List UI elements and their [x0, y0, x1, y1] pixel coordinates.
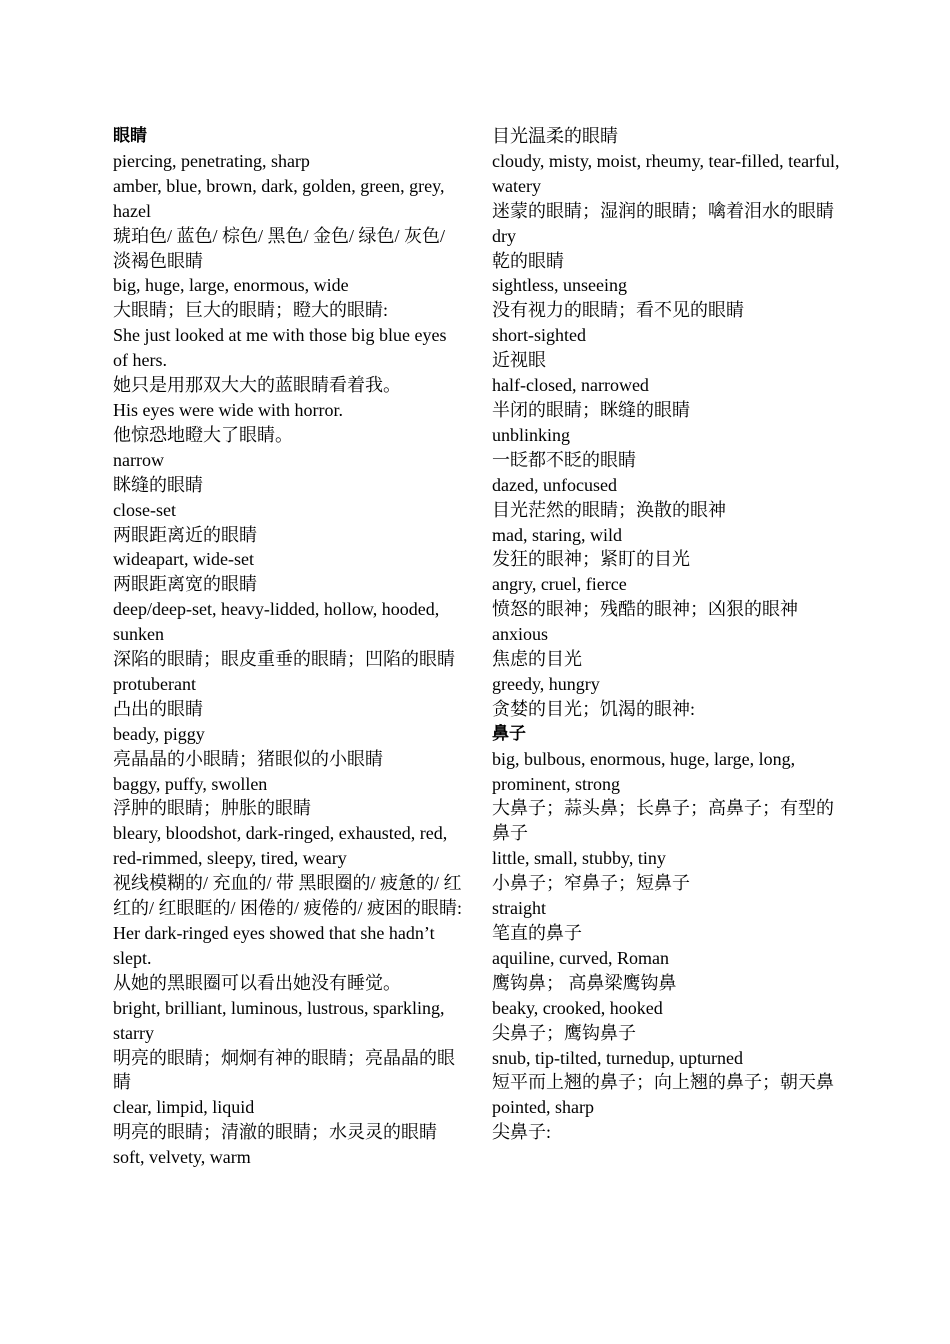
text-line: soft, velvety, warm — [113, 1147, 251, 1168]
text-line: angry, cruel, fierce — [492, 574, 627, 595]
text-line: aquiline, curved, Roman — [492, 947, 669, 968]
text-line: short-sighted — [492, 325, 586, 346]
text-line: baggy, puffy, swollen — [113, 773, 268, 794]
text-line: 视线模糊的/ 充血的/ 带 黑眼圈的/ 疲惫的/ 红红的/ 红眼眶的/ 困倦的/ 疲倦的/ 疲困的眼睛: — [113, 873, 463, 919]
text-line: 焦虑的目光 — [492, 649, 582, 670]
text-line: big, huge, large, enormous, wide — [113, 275, 349, 296]
text-line: 眯缝的眼睛 — [113, 474, 203, 495]
text-line: 尖鼻子；鹰钩鼻子 — [492, 1022, 636, 1043]
text-line: piercing, penetrating, sharp — [113, 150, 310, 171]
text-line: His eyes were wide with horror. — [113, 399, 343, 420]
text-line: 浮肿的眼睛；肿胀的眼睛 — [113, 798, 311, 819]
text-line: unblinking — [492, 424, 571, 445]
text-line: 亮晶晶的小眼睛；猪眼似的小眼睛 — [113, 748, 383, 769]
text-line: 笔直的鼻子 — [492, 923, 582, 943]
text-line: pointed, sharp — [492, 1097, 594, 1118]
text-line: clear, limpid, liquid — [113, 1097, 255, 1118]
text-line: 她只是用那双大大的蓝眼睛看着我。 — [113, 375, 401, 396]
text-line: 小鼻子；窄鼻子；短鼻子 — [492, 873, 690, 894]
text-line: 琥珀色/ 蓝色/ 棕色/ 黑色/ 金色/ 绿色/ 灰色/ 淡褐色眼睛 — [113, 225, 450, 271]
section-heading: 鼻子 — [492, 723, 526, 744]
text-line: snub, tip-tilted, turnedup, upturned — [492, 1047, 743, 1068]
text-line: 目光茫然的眼睛；涣散的眼神 — [492, 499, 726, 520]
text-line: little, small, stubby, tiny — [492, 848, 666, 869]
text-line: 没有视力的眼睛；看不见的眼睛 — [492, 300, 744, 321]
text-line: protuberant — [113, 673, 196, 694]
text-line: She just looked at me with those big blue eyes of hers. — [113, 325, 451, 371]
text-line: anxious — [492, 624, 548, 645]
text-line: 目光温柔的眼睛 — [492, 126, 618, 146]
text-line: dry — [492, 225, 516, 246]
text-line: 半闭的眼睛；眯缝的眼睛 — [492, 399, 690, 420]
text-line: 深陷的眼睛；眼皮重垂的眼睛；凹陷的眼睛 — [113, 649, 455, 670]
text-line: 近视眼 — [492, 350, 546, 371]
text-line: 明亮的眼睛；炯炯有神的眼睛；亮晶晶的眼睛 — [113, 1047, 455, 1093]
text-line: bright, brilliant, luminous, lustrous, sparkling, starry — [113, 997, 449, 1043]
text-line: 明亮的眼睛；清澈的眼睛；水灵灵的眼睛 — [113, 1122, 437, 1143]
text-line: big, bulbous, enormous, huge, large, long, prominent, strong — [492, 748, 800, 794]
text-line: 凸出的眼睛 — [113, 698, 203, 719]
text-line: beaky, crooked, hooked — [492, 997, 663, 1018]
text-line: sightless, unseeing — [492, 275, 627, 296]
text-line: 从她的黑眼圈可以看出她没有睡觉。 — [113, 972, 401, 993]
text-line: 短平而上翘的鼻子；向上翘的鼻子；朝天鼻 — [492, 1072, 834, 1093]
text-line: dazed, unfocused — [492, 474, 617, 495]
text-line: 一眨都不眨的眼睛 — [492, 449, 636, 470]
text-line: close-set — [113, 499, 176, 520]
text-line: greedy, hungry — [492, 673, 600, 694]
section-heading: 眼睛 — [113, 126, 147, 146]
text-line: 大鼻子；蒜头鼻；长鼻子；高鼻子；有型的鼻子 — [492, 798, 834, 844]
text-line: wideapart, wide-set — [113, 549, 254, 570]
text-line: cloudy, misty, moist, rheumy, tear-filled, tearful, watery — [492, 150, 845, 196]
text-line: 发狂的眼神；紧盯的目光 — [492, 549, 690, 570]
text-line: 两眼距离近的眼睛 — [113, 524, 257, 545]
text-line: 愤怒的眼神；残酷的眼神；凶狠的眼神 — [492, 599, 798, 620]
text-line: deep/deep-set, heavy-lidded, hollow, hooded, sunken — [113, 599, 444, 645]
text-line: straight — [492, 898, 546, 919]
text-line: bleary, bloodshot, dark-ringed, exhausted, red, red-rimmed, sleepy, tired, weary — [113, 823, 452, 869]
text-line: 大眼睛；巨大的眼睛；瞪大的眼睛: — [113, 300, 388, 321]
left-column — [113, 124, 463, 1170]
text-line: half-closed, narrowed — [492, 375, 649, 396]
text-line: 乾的眼睛 — [492, 250, 564, 271]
text-line: beady, piggy — [113, 723, 205, 744]
text-line: Her dark-ringed eyes showed that she hadn’t slept. — [113, 923, 440, 968]
text-line: 尖鼻子: — [492, 1122, 552, 1143]
text-line: 两眼距离宽的眼睛 — [113, 574, 257, 595]
right-column — [492, 124, 845, 1145]
text-line: 贪婪的目光；饥渴的眼神: — [492, 698, 695, 719]
text-line: narrow — [113, 449, 164, 470]
text-line: 迷蒙的眼睛；湿润的眼睛；噙着泪水的眼睛 — [492, 200, 834, 221]
text-line: amber, blue, brown, dark, golden, green, grey, hazel — [113, 175, 449, 221]
text-line: mad, staring, wild — [492, 524, 622, 545]
text-line: 他惊恐地瞪大了眼睛。 — [113, 424, 293, 445]
text-line: 鹰钩鼻； 高鼻梁鹰钩鼻 — [492, 972, 677, 993]
